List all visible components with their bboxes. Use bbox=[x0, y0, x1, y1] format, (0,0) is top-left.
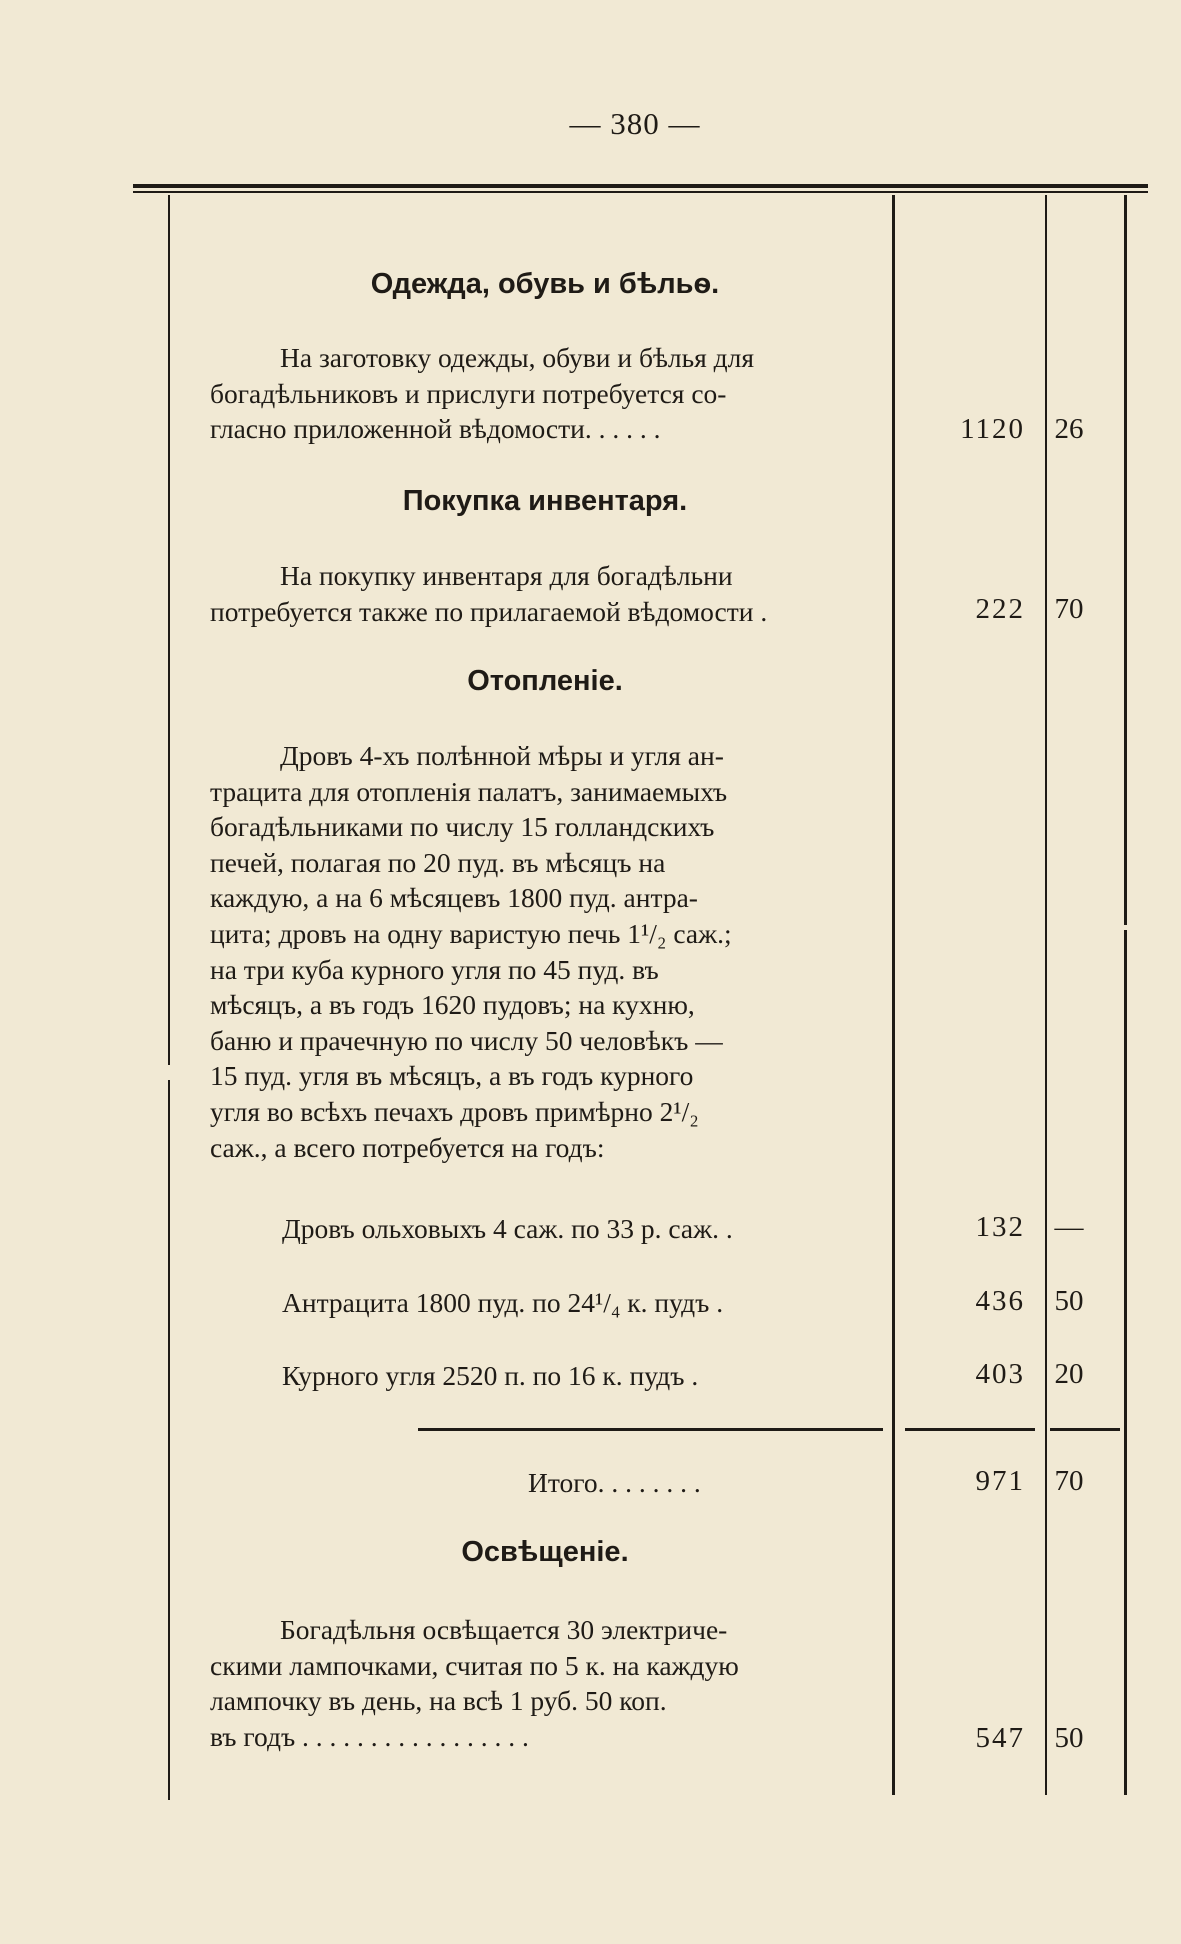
page-number: — 380 — bbox=[569, 106, 701, 141]
inventory-line: потребуется также по прилагаемой вѣдомости . bbox=[210, 595, 768, 627]
lighting-line: въ годъ . . . . . . . . . . . . . . . . . bbox=[210, 1720, 529, 1752]
inventory-paragraph bbox=[210, 558, 863, 629]
heating-line: трацита для отопленія палатъ, занимаемыхъ bbox=[210, 775, 728, 807]
heating-line: угля во всѣхъ печахъ дровъ примѣрно 2¹/₂ bbox=[210, 1095, 699, 1127]
section-heading-clothing: Одежда, обувь и бѣльѳ. bbox=[370, 268, 720, 300]
coal-kopecks: 20 bbox=[1054, 1358, 1084, 1390]
right-margin-line bbox=[1124, 195, 1127, 925]
inventory-kopecks: 70 bbox=[1054, 593, 1084, 625]
section-heading-lighting: Освѣщеніе. bbox=[461, 1536, 629, 1568]
inventory-line: На покупку инвентаря для богадѣльни bbox=[280, 560, 733, 591]
clothing-line: гласно приложенной вѣдомости. . . . . . bbox=[210, 413, 661, 445]
left-margin-line-lower bbox=[168, 1080, 170, 1800]
anthracite-kopecks: 50 bbox=[1054, 1285, 1084, 1317]
lighting-paragraph bbox=[210, 1612, 863, 1754]
lighting-line: лампочку въ день, на всѣ 1 руб. 50 коп. bbox=[210, 1685, 667, 1717]
inventory-rubles: 222 bbox=[975, 593, 1025, 625]
heating-total-rubles: 971 bbox=[975, 1465, 1025, 1497]
firewood-kopecks: — bbox=[1054, 1211, 1084, 1243]
heating-line: цита; дровъ на одну варистую печь 1¹/₂ саж.; bbox=[210, 917, 732, 949]
heating-line: мѣсяцъ, а въ годъ 1620 пудовъ; на кухню, bbox=[210, 989, 695, 1021]
right-margin-line-lower bbox=[1124, 930, 1127, 1795]
sum-rule-text bbox=[418, 1428, 883, 1431]
section-heading-heating: Отопленіе. bbox=[467, 665, 623, 697]
clothing-line: На заготовку одежды, обуви и бѣлья для bbox=[280, 342, 755, 373]
heating-line: каждую, а на 6 мѣсяцевъ 1800 пуд. антра- bbox=[210, 882, 698, 914]
rubles-column-left-line bbox=[892, 195, 895, 1795]
heating-paragraph bbox=[210, 738, 863, 1165]
heating-line: богадѣльниками по числу 15 голландскихъ bbox=[210, 811, 715, 843]
sum-rule-kopecks bbox=[1050, 1428, 1120, 1431]
firewood-rubles: 132 bbox=[975, 1211, 1025, 1243]
lighting-kopecks: 50 bbox=[1054, 1722, 1084, 1754]
sum-rule-rubles bbox=[905, 1428, 1035, 1431]
coal-rubles: 403 bbox=[975, 1358, 1025, 1390]
clothing-line: богадѣльниковъ и прислуги потребуется со- bbox=[210, 377, 727, 409]
clothing-kopecks: 26 bbox=[1054, 413, 1084, 445]
heating-item-firewood: Дровъ ольховыхъ 4 саж. по 33 р. саж. . bbox=[282, 1213, 733, 1244]
lighting-rubles: 547 bbox=[975, 1722, 1025, 1754]
heating-item-anthracite: Антрацита 1800 пуд. по 24¹/₄ к. пудъ . bbox=[282, 1287, 724, 1318]
heating-total-kopecks: 70 bbox=[1054, 1465, 1084, 1497]
left-margin-line bbox=[168, 195, 170, 1065]
heating-total-label: Итого. . . . . . . . bbox=[528, 1467, 701, 1498]
heating-item-coal: Курного угля 2520 п. по 16 к. пудъ . bbox=[282, 1360, 699, 1391]
anthracite-rubles: 436 bbox=[975, 1285, 1025, 1317]
heating-line: 15 пуд. угля въ мѣсяцъ, а въ годъ курного bbox=[210, 1060, 694, 1092]
heating-line: печей, полагая по 20 пуд. въ мѣсяцъ на bbox=[210, 846, 666, 878]
heating-line: саж., а всего потребуется на годъ: bbox=[210, 1131, 605, 1163]
top-rule-thick bbox=[133, 184, 1148, 188]
heating-line: баню и прачечную по числу 50 человѣкъ — bbox=[210, 1024, 723, 1056]
clothing-paragraph bbox=[210, 340, 863, 447]
section-heading-inventory: Покупка инвентаря. bbox=[402, 485, 688, 517]
clothing-rubles: 1120 bbox=[960, 413, 1025, 445]
lighting-line: скими лампочками, считая по 5 к. на каждую bbox=[210, 1649, 739, 1681]
top-rule-thin bbox=[133, 191, 1148, 193]
lighting-line: Богадѣльня освѣщается 30 электриче- bbox=[280, 1614, 728, 1645]
heating-line: Дровъ 4-хъ полѣнной мѣры и угля ан- bbox=[280, 740, 724, 771]
heating-line: на три куба курного угля по 45 пуд. въ bbox=[210, 953, 659, 985]
